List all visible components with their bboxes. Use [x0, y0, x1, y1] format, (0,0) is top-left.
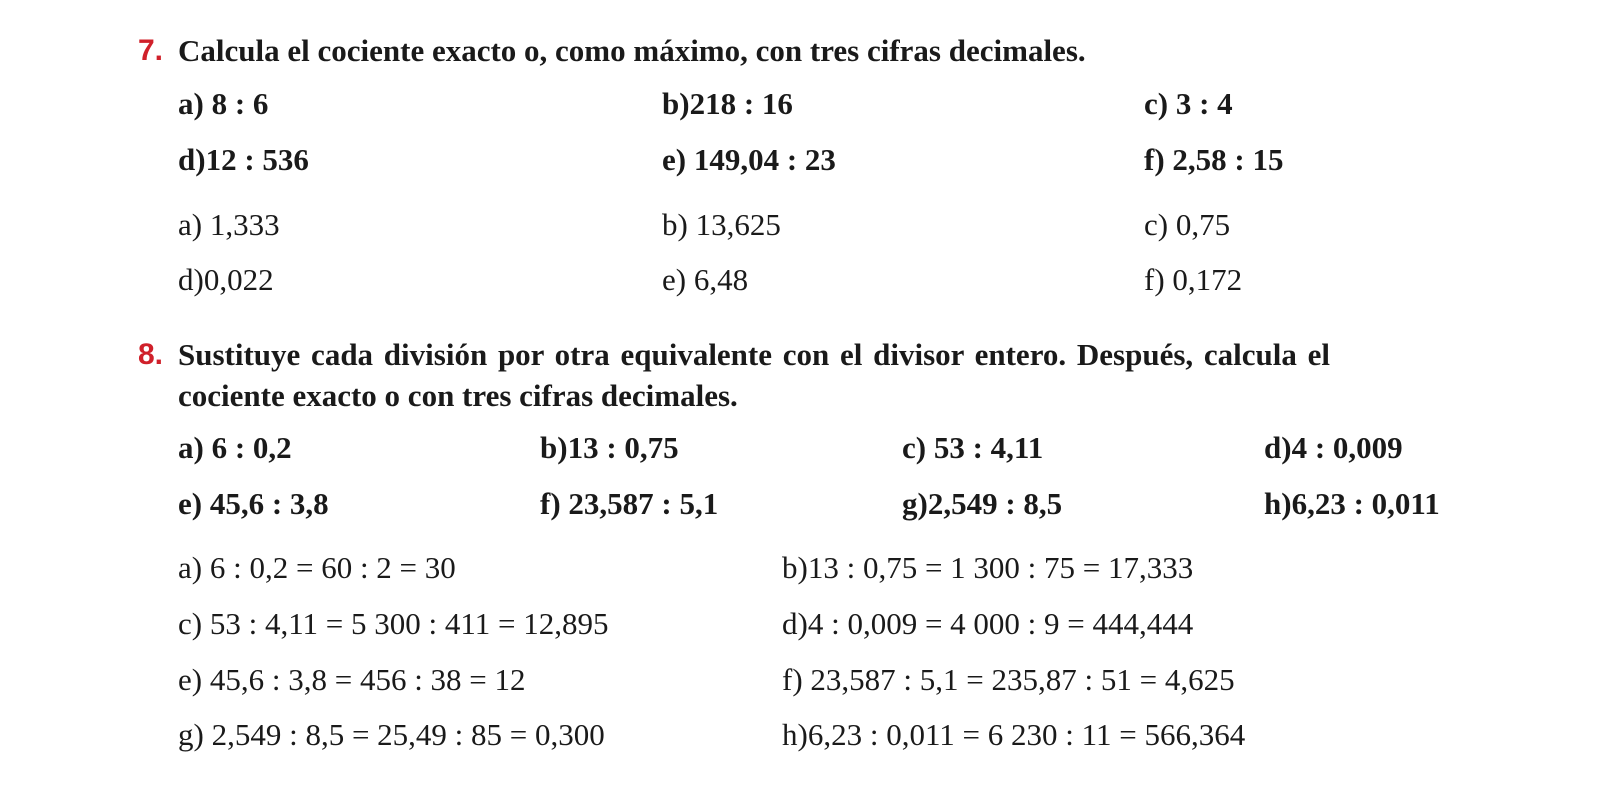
ex8-item-b: b)13 : 0,75: [540, 430, 679, 465]
ex7-item-d: d)12 : 536: [178, 142, 309, 177]
ex7-answer-b: b) 13,625: [662, 207, 781, 242]
ex7-answer-c: c) 0,75: [1144, 207, 1231, 242]
ex8-item-a: a) 6 : 0,2: [178, 430, 292, 465]
ex8-answer-e: e) 45,6 : 3,8 = 456 : 38 = 12: [178, 662, 526, 697]
ex7-item-f: f) 2,58 : 15: [1144, 142, 1284, 177]
ex8-answer-d: d)4 : 0,009 = 4 000 : 9 = 444,444: [782, 606, 1194, 641]
exercise-7-number: 7.: [138, 34, 164, 67]
ex7-answer-a: a) 1,333: [178, 207, 280, 242]
ex8-answer-a: a) 6 : 0,2 = 60 : 2 = 30: [178, 550, 456, 585]
ex7-item-a: a) 8 : 6: [178, 86, 269, 121]
ex8-item-f: f) 23,587 : 5,1: [540, 486, 719, 521]
ex7-answer-d: d)0,022: [178, 262, 274, 297]
ex8-answer-h: h)6,23 : 0,011 = 6 230 : 11 = 566,364: [782, 717, 1246, 752]
ex8-item-e: e) 45,6 : 3,8: [178, 486, 329, 521]
ex7-item-e: e) 149,04 : 23: [662, 142, 836, 177]
ex8-answer-c: c) 53 : 4,11 = 5 300 : 411 = 12,895: [178, 606, 609, 641]
exercise-8-statement-line2: cociente exacto o con tres cifras decimales.: [178, 378, 738, 413]
ex8-answer-b: b)13 : 0,75 = 1 300 : 75 = 17,333: [782, 550, 1194, 585]
ex7-answer-e: e) 6,48: [662, 262, 749, 297]
ex8-item-c: c) 53 : 4,11: [902, 430, 1044, 465]
ex7-item-b: b)218 : 16: [662, 86, 793, 121]
ex7-answer-f: f) 0,172: [1144, 262, 1243, 297]
ex7-item-c: c) 3 : 4: [1144, 86, 1233, 121]
ex8-item-g: g)2,549 : 8,5: [902, 486, 1063, 521]
ex8-answer-g: g) 2,549 : 8,5 = 25,49 : 85 = 0,300: [178, 717, 605, 752]
ex8-item-d: d)4 : 0,009: [1264, 430, 1403, 465]
exercise-8-statement-line1: Sustituye cada división por otra equivalente con el divisor entero. Después, calcula el: [178, 337, 1331, 372]
exercise-7-statement: Calcula el cociente exacto o, como máximo, con tres cifras decimales.: [178, 33, 1086, 68]
ex8-answer-f: f) 23,587 : 5,1 = 235,87 : 51 = 4,625: [782, 662, 1235, 697]
ex8-item-h: h)6,23 : 0,011: [1264, 486, 1440, 521]
exercise-8-number: 8.: [138, 338, 164, 371]
